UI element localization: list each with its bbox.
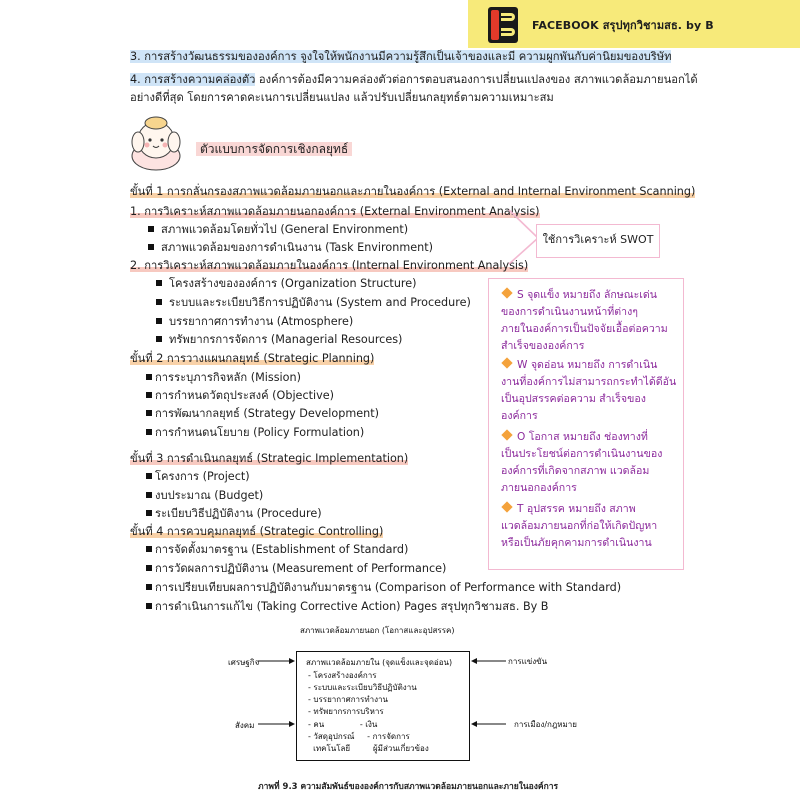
list-item: การพัฒนากลยุทธ์ (Strategy Development) xyxy=(146,406,379,422)
list-item: การกำหนดวัตถุประสงค์ (Objective) xyxy=(146,388,334,404)
swot-description-box xyxy=(488,278,684,570)
list-item: ทรัพยากรการจัดการ (Managerial Resources) xyxy=(156,332,402,348)
list-item: สภาพแวดล้อมโดยทั่วไป (General Environment) xyxy=(148,222,408,238)
list-item: งบประมาณ (Budget) xyxy=(146,488,263,504)
step-1-external: 1. การวิเคราะห์สภาพแวดล้อมภายนอกองค์การ (External Environment Analysis) xyxy=(130,205,540,218)
diamond-bullet-icon xyxy=(501,429,512,440)
figure-box-line: - คน - เงิน xyxy=(308,720,378,729)
swot-line: S จุดแข็ง หมายถึง ลักษณะเด่น xyxy=(501,287,657,304)
list-item: ระบบและระเบียบวิธีการปฏิบัติงาน (System and Procedure) xyxy=(156,295,471,311)
swot-line: ภายนอกองค์การ xyxy=(501,482,577,494)
intro-item-4: 4. การสร้างความคล่องตัว องค์การต้องมีความคล่องตัวต่อการตอบสนองการเปลี่ยนแปลงของ สภาพแวดล้อมภายนอกได้ xyxy=(130,73,698,86)
figure-caption: ภาพที่ 9.3 ความสัมพันธ์ขององค์การกับสภาพแวดล้อมภายนอกและภายในองค์การ xyxy=(258,782,559,792)
figure-box-line: - วัสดุอุปกรณ์ - การจัดการ xyxy=(308,732,410,741)
step-1-heading: ขั้นที่ 1 การกลั่นกรองสภาพแวดล้อมภายนอกและภายในองค์การ (External and Internal Environment Scanning) xyxy=(130,185,696,198)
swot-line: งานที่องค์การไม่สามารถกระทำได้ดีอัน xyxy=(501,376,677,388)
swot-line: เป็นประโยชน์ต่อการดำเนินงานของ xyxy=(501,448,663,460)
swot-line: O โอกาส หมายถึง ช่องทางที่ xyxy=(501,429,648,446)
figure-box-line: - ทรัพยากรการบริหาร xyxy=(308,707,384,716)
step-2-heading: ขั้นที่ 2 การวางแผนกลยุทธ์ (Strategic Planning) xyxy=(130,352,375,365)
swot-line: T อุปสรรค หมายถึง สภาพ xyxy=(501,501,636,518)
list-item: บรรยากาศการทำงาน (Atmosphere) xyxy=(156,314,353,330)
list-item: โครงสร้างขององค์การ (Organization Structure) xyxy=(156,276,417,292)
swot-line: ของการดำเนินงานหน้าที่ต่างๆ xyxy=(501,306,638,318)
intro-item-4-line2: อย่างดีที่สุด โดยการคาดคะเนการเปลี่ยนแปลง แล้วปรับเปลี่ยนกลยุทธ์ตามความเหมาะสม xyxy=(130,91,554,104)
figure-box-line: - บรรยากาศการทำงาน xyxy=(308,695,388,704)
figure-box-line: เทคโนโลยี ผู้มีส่วนเกี่ยวข้อง xyxy=(308,744,429,753)
list-item: ระเบียบวิธีปฏิบัติงาน (Procedure) xyxy=(146,506,322,522)
brand-text: FACEBOOK สรุปทุกวิชามสธ. by B xyxy=(532,19,714,32)
swot-line: องค์การ xyxy=(501,410,538,422)
figure-left-bottom: สังคม xyxy=(235,721,255,730)
figure-box-title: สภาพแวดล้อมภายใน (จุดแข็งและจุดอ่อน) xyxy=(306,658,453,667)
list-item: สภาพแวดล้อมของการดำเนินงาน (Task Environment) xyxy=(148,240,433,256)
swot-line: องค์การที่เกิดจากสภาพ แวดล้อม xyxy=(501,465,650,477)
list-item: การดำเนินการแก้ไข (Taking Corrective Action) Pages สรุปทุกวิชามสธ. By B xyxy=(146,599,549,615)
list-item: การจัดตั้งมาตรฐาน (Establishment of Standard) xyxy=(146,542,408,558)
list-item: การระบุภารกิจหลัก (Mission) xyxy=(146,370,301,386)
figure-box-line: - ระบบและระเบียบวิธีปฏิบัติงาน xyxy=(308,683,417,692)
b-logo-icon xyxy=(488,7,518,43)
swot-callout: ใช้การวิเคราะห์ SWOT xyxy=(536,224,660,258)
list-item: การเปรียบเทียบผลการปฏิบัติงานกับมาตรฐาน (Comparison of Performance with Standard) xyxy=(146,580,621,596)
list-item: การวัดผลการปฏิบัติงาน (Measurement of Performance) xyxy=(146,561,446,577)
swot-line: สำเร็จขององค์การ xyxy=(501,340,585,352)
list-item: การกำหนดนโยบาย (Policy Formulation) xyxy=(146,425,364,441)
list-item: โครงการ (Project) xyxy=(146,469,250,485)
diamond-bullet-icon xyxy=(501,287,512,298)
diamond-bullet-icon xyxy=(501,357,512,368)
figure-box-line: - โครงสร้างองค์การ xyxy=(308,671,377,680)
intro-item-3: 3. การสร้างวัฒนธรรมขององค์การ จูงใจให้พนักงานมีความรู้สึกเป็นเจ้าของและมี ความผูกพันกับค่านิยมของบริษัท xyxy=(130,50,672,63)
swot-line: ภายในองค์การเป็นปัจจัยเอื้อต่อความ xyxy=(501,323,668,335)
swot-line: แวดล้อมภายนอกที่ก่อให้เกิดปัญหา xyxy=(501,520,658,532)
mascot-icon xyxy=(124,112,188,174)
step-3-heading: ขั้นที่ 3 การดำเนินกลยุทธ์ (Strategic Implementation) xyxy=(130,452,409,465)
section-title: ตัวแบบการจัดการเชิงกลยุทธ์ xyxy=(196,139,352,159)
step-4-heading: ขั้นที่ 4 การควบคุมกลยุทธ์ (Strategic Controlling) xyxy=(130,525,384,538)
figure-right-top: การแข่งขัน xyxy=(508,657,548,666)
swot-line: W จุดอ่อน หมายถึง การดำเนิน xyxy=(501,357,657,374)
swot-line: เป็นอุปสรรคต่อความ สำเร็จของ xyxy=(501,393,646,405)
step-1-internal: 2. การวิเคราะห์สภาพแวดล้อมภายในองค์การ (Internal Environment Analysis) xyxy=(130,259,529,272)
figure-right-bottom: การเมือง/กฎหมาย xyxy=(514,720,577,729)
figure-left-top: เศรษฐกิจ xyxy=(228,658,260,667)
swot-line: หรือเป็นภัยคุกคามการดำเนินงาน xyxy=(501,537,652,549)
figure-top-label: สภาพแวดล้อมภายนอก (โอกาสและอุปสรรค) xyxy=(300,626,455,635)
diamond-bullet-icon xyxy=(501,501,512,512)
